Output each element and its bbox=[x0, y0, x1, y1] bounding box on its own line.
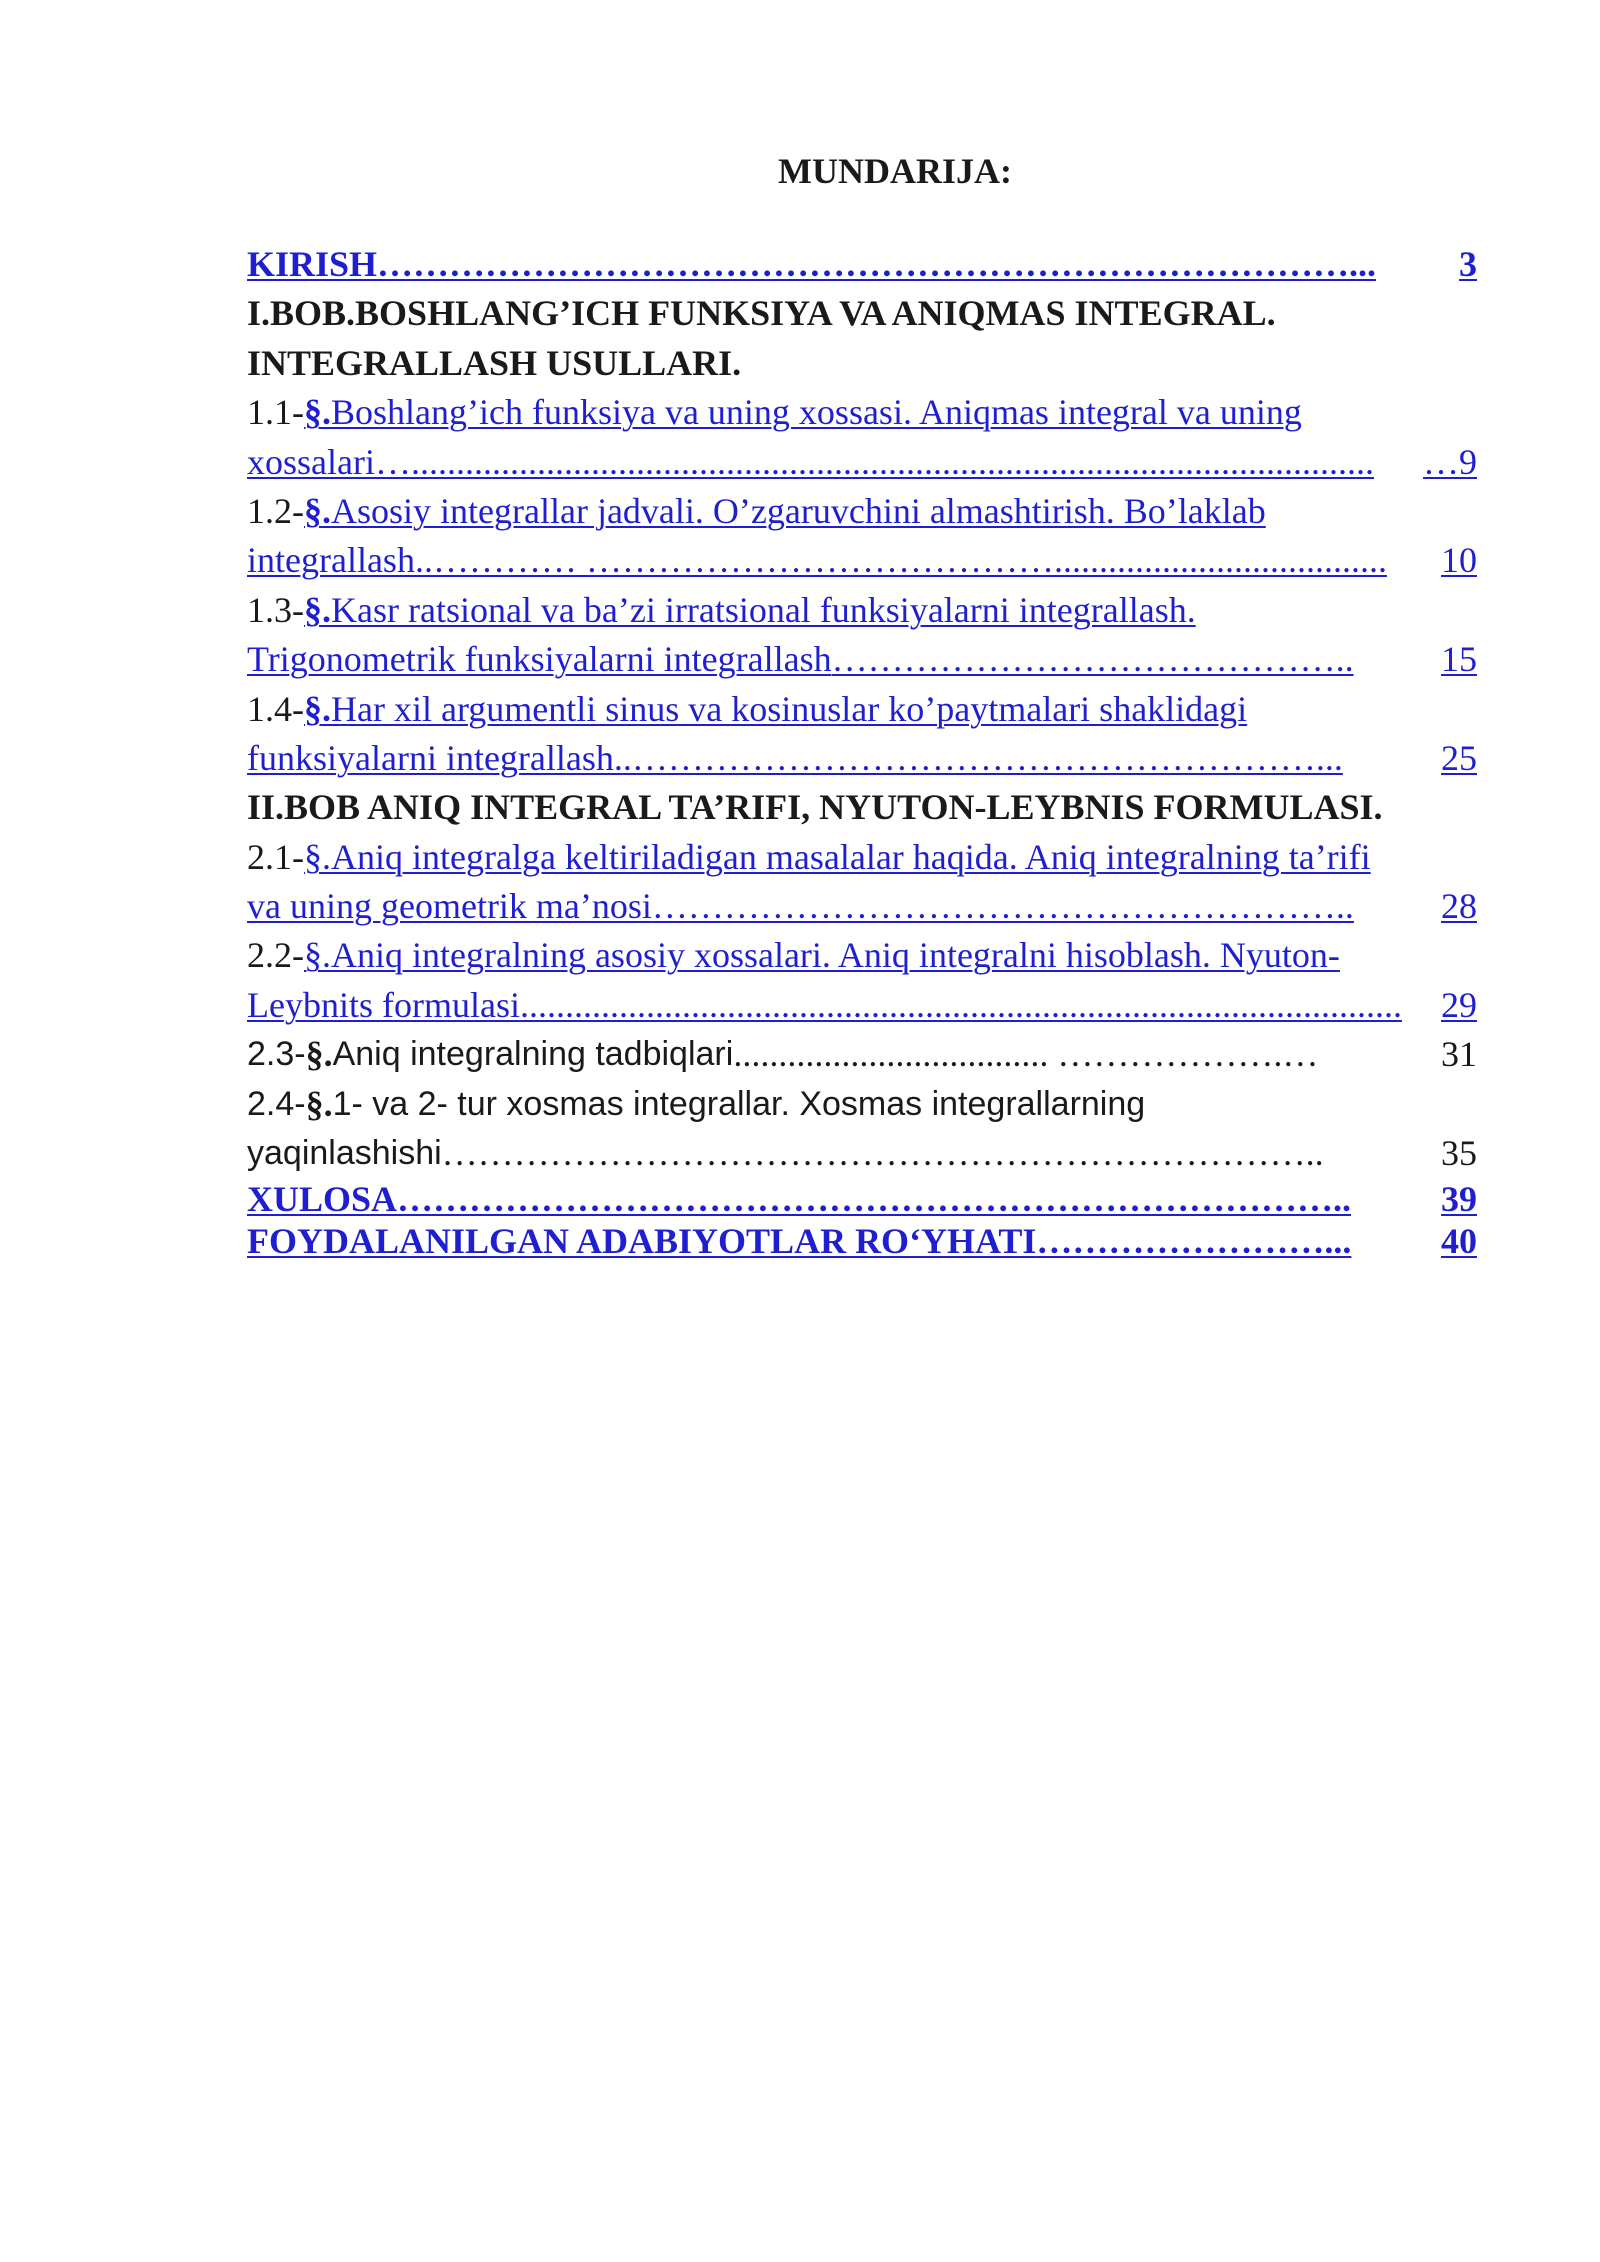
page-number: 10 bbox=[1441, 540, 1477, 581]
page-number: 29 bbox=[1441, 984, 1477, 1025]
dot-leader: ................................... ……………….… bbox=[733, 1034, 1319, 1075]
section-number: 2.4- bbox=[247, 1084, 306, 1123]
entry-title: Leybnits formulasi bbox=[247, 984, 520, 1025]
dot-leader: …........................................................................................................... bbox=[374, 441, 1374, 482]
entry-title: KIRISH bbox=[247, 244, 378, 284]
chapter-heading-1 bbox=[247, 289, 1477, 338]
toc-title: MUNDARIJA: bbox=[778, 151, 1012, 191]
toc-entry-kirish[interactable] bbox=[247, 240, 1477, 289]
dot-leader: .………… …………………………………..................................... bbox=[423, 540, 1387, 581]
chapter-heading-2 bbox=[247, 783, 1477, 832]
toc-entry-1-3-cont[interactable] bbox=[247, 635, 1477, 684]
entry-title: XULOSA bbox=[247, 1179, 398, 1220]
toc-entry-2-2-cont[interactable] bbox=[247, 981, 1477, 1030]
section-number: 2.3- bbox=[247, 1035, 306, 1074]
section-sign: §. bbox=[304, 935, 331, 976]
page-number: 25 bbox=[1441, 737, 1477, 778]
section-number: 1.2- bbox=[247, 490, 304, 531]
section-sign: §. bbox=[304, 688, 331, 729]
dot-leader: ……………………... bbox=[1036, 1221, 1352, 1262]
toc-entry-1-1-cont[interactable] bbox=[247, 438, 1477, 487]
entry-title: Trigonometrik funksiyalarni integrallash bbox=[247, 639, 832, 680]
entry-title: Asosiy integrallar jadvali. O’zgaruvchini almashtirish. Bo’laklab bbox=[331, 490, 1266, 531]
section-number: 2.1- bbox=[247, 836, 304, 877]
toc-entry-1-4[interactable] bbox=[247, 685, 1477, 734]
dot-leader: …………………………………….. bbox=[831, 639, 1354, 680]
page-number: …9 bbox=[1423, 441, 1477, 482]
page-number: 40 bbox=[1441, 1221, 1477, 1262]
entry-title: Har xil argumentli sinus va kosinuslar ko’paytmalari shaklidagi bbox=[331, 688, 1248, 729]
table-of-contents bbox=[247, 240, 1477, 1262]
entry-title: Boshlang’ich funksiya va uning xossasi. Aniqmas integral va uning bbox=[331, 392, 1302, 433]
dot-leader: ……………………………………………………………….. bbox=[441, 1133, 1324, 1174]
page-number: 3 bbox=[1459, 244, 1477, 284]
section-number: 1.3- bbox=[247, 589, 304, 630]
dot-leader: ………………………………………………….. bbox=[651, 886, 1354, 927]
toc-entry-2-4 bbox=[247, 1080, 1477, 1129]
section-sign: §. bbox=[305, 1034, 333, 1075]
toc-entry-2-1[interactable] bbox=[247, 833, 1477, 882]
entry-title: FOYDALANILGAN ADABIYOTLAR RO‘YHATI bbox=[247, 1221, 1037, 1262]
dot-leader: .…………………………………………………... bbox=[622, 737, 1343, 778]
entry-title: xossalari bbox=[247, 441, 375, 482]
entry-title: Aniq integralning asosiy xossalari. Aniq integralni hisoblash. Nyuton- bbox=[331, 935, 1340, 976]
section-sign: §. bbox=[304, 589, 331, 630]
toc-entry-1-4-cont[interactable] bbox=[247, 734, 1477, 783]
toc-entry-2-2[interactable] bbox=[247, 931, 1477, 980]
section-sign: §. bbox=[304, 392, 331, 433]
page-number: 35 bbox=[1441, 1133, 1477, 1174]
entry-title: funksiyalarni integrallash. bbox=[247, 737, 623, 778]
entry-title: Kasr ratsional va ba’zi irratsional funksiyalarni integrallash. bbox=[331, 589, 1196, 630]
section-number: 1.1- bbox=[247, 392, 304, 433]
dot-leader: .................................................................................................. bbox=[519, 984, 1402, 1025]
toc-entry-2-1-cont[interactable] bbox=[247, 882, 1477, 931]
section-sign: §. bbox=[305, 1083, 333, 1124]
page-number: 15 bbox=[1441, 639, 1477, 680]
dot-leader: ………………………………………………………………………... bbox=[377, 244, 1377, 284]
toc-entry-references[interactable] bbox=[247, 1220, 1477, 1262]
section-sign: §. bbox=[304, 490, 331, 531]
section-number: 2.2- bbox=[247, 935, 304, 976]
entry-title: integrallash. bbox=[247, 540, 424, 581]
toc-entry-1-1[interactable] bbox=[247, 388, 1477, 437]
toc-entry-2-3 bbox=[247, 1030, 1477, 1079]
dot-leader: …………………………………………………………………….. bbox=[397, 1179, 1352, 1220]
toc-entry-1-2[interactable] bbox=[247, 487, 1477, 536]
entry-title: 1- va 2- tur xosmas integrallar. Xosmas integrallarning bbox=[332, 1084, 1146, 1123]
heading-text: II.BOB ANIQ INTEGRAL TA’RIFI, NYUTON-LEYBNIS FORMULASI. bbox=[247, 787, 1383, 828]
toc-entry-1-3[interactable] bbox=[247, 586, 1477, 635]
toc-entry-2-4-cont bbox=[247, 1129, 1477, 1178]
entry-title: va uning geometrik ma’nosi bbox=[247, 886, 652, 927]
toc-entry-xulosa[interactable] bbox=[247, 1178, 1477, 1220]
entry-title: Aniq integralning tadbiqlari bbox=[332, 1035, 734, 1074]
page-number: 31 bbox=[1441, 1034, 1477, 1075]
section-number: 1.4- bbox=[247, 688, 304, 729]
entry-title: yaqinlashishi bbox=[247, 1134, 442, 1173]
heading-text: I.BOB.BOSHLANG’ICH FUNKSIYA VA ANIQMAS INTEGRAL. bbox=[247, 293, 1276, 334]
page-number: 39 bbox=[1441, 1179, 1477, 1220]
toc-entry-1-2-cont[interactable] bbox=[247, 536, 1477, 585]
chapter-heading-1-cont bbox=[247, 339, 1477, 388]
page-number: 28 bbox=[1441, 886, 1477, 927]
section-sign: §. bbox=[304, 836, 331, 877]
entry-title: Aniq integralga keltiriladigan masalalar haqida. Aniq integralning ta’rifi bbox=[331, 836, 1371, 877]
heading-text: INTEGRALLASH USULLARI. bbox=[247, 342, 742, 383]
